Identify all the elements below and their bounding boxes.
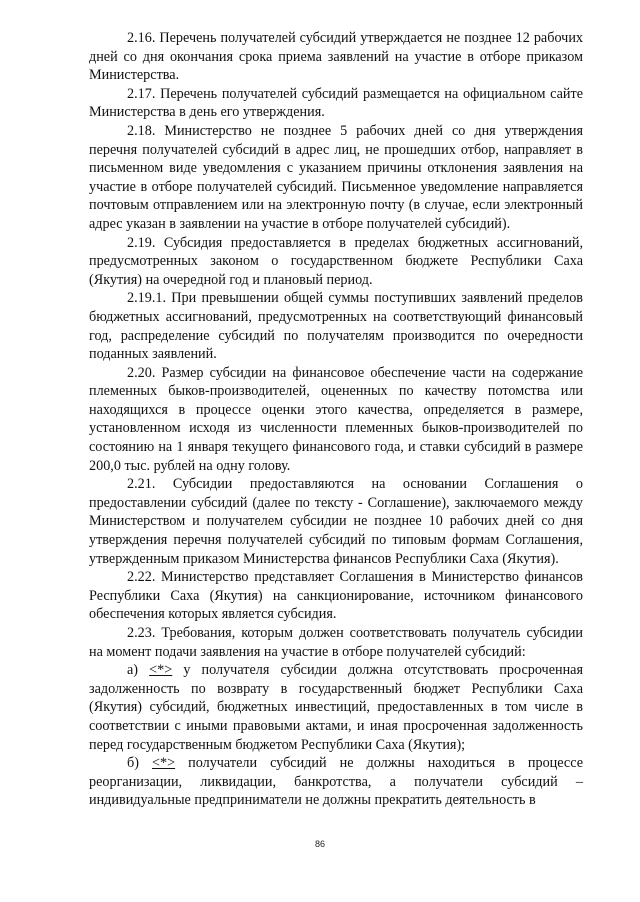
footnote-link[interactable]: <*> — [151, 755, 176, 772]
paragraph-2-16 — [89, 29, 583, 85]
paragraph-text: 2.23. Требования, которым должен соответствовать получатель субсидии на момент подачи заявления на участие в отборе получателей субсидий: — [89, 625, 583, 660]
paragraph-2-18 — [89, 122, 583, 234]
paragraph-text: 2.17. Перечень получателей субсидий размещается на официальном сайте Министерства в день его утверждения. — [89, 85, 583, 121]
footnote-link[interactable]: <*> — [149, 662, 173, 679]
paragraph-2-17 — [89, 85, 583, 122]
item-prefix: б) — [127, 755, 152, 772]
paragraph-2-20 — [89, 364, 583, 476]
paragraph-2-23 — [89, 624, 583, 661]
paragraph-2-21 — [89, 475, 583, 568]
paragraph-item-b — [89, 754, 583, 810]
paragraph-text: 2.22. Министерство представляет Соглашения в Министерство финансов Республики Саха (Якутия) на санкционирование, источником финансового обеспечения которых является субсидия. — [89, 569, 583, 623]
paragraph-text: 2.19.1. При превышении общей суммы поступивших заявлений пределов бюджетных ассигнований, предусмотренных на соответствующий финансовый год, распределение субсидий по получателям производится по очередности поданных заявлений. — [89, 290, 583, 363]
paragraph-text: 2.20. Размер субсидии на финансовое обеспечение части на содержание племенных быков-производителей, оцененных по качеству потомства или находящихся в процессе оценки этого качества, определяется в размере, установленном исходя из численности племенных быков-производителей по состоянию на 1 января текущего финансового года, и ставки субсидий в размере 200,0 тыс. рублей на одну голову. — [89, 364, 583, 474]
paragraph-text: 2.16. Перечень получателей субсидий утверждается не позднее 12 рабочих дней со дня окончания срока приема заявлений на участие в отборе приказом Министерства. — [89, 30, 583, 84]
paragraph-2-19-1 — [89, 289, 583, 363]
paragraph-text: 2.18. Министерство не позднее 5 рабочих дней со дня утверждения перечня получателей субсидий в адрес лиц, не прошедших отбор, направляет в письменном виде уведомления с указанием причины отклонения заявления на участие в отборе получателей субсидий. Письменное уведомление направляется почтовым отправлением или на электронную почту (в случае, если электронный адрес указан в заявлении на участие в отборе получателей субсидий). — [89, 122, 583, 232]
page-number: 86 — [314, 839, 325, 849]
paragraph-text: 2.19. Субсидия предоставляется в пределах бюджетных ассигнований, предусмотренных законом о государственном бюджете Республики Саха (Якутия) на очередной год и плановый период. — [89, 234, 583, 288]
paragraph-text: получатели субсидий не должны находиться в процессе реорганизации, ликвидации, банкротства, а получатели субсидий – индивидуальные предприниматели не должны прекратить деятельность в — [89, 755, 583, 809]
paragraph-text: 2.21. Субсидии предоставляются на основании Соглашения о предоставлении субсидий (далее по тексту - Соглашение), заключаемого между Министерством и получателем субсидии не позднее 10 рабочих дней со дня утверждения перечня получателей субсидий по типовым формам Соглашения, утвержденным приказом Министерства финансов Республики Саха (Якутия). — [89, 476, 583, 567]
paragraph-2-22 — [89, 568, 583, 624]
item-prefix: а) — [127, 662, 150, 679]
document-body — [89, 29, 583, 810]
paragraph-item-a — [89, 661, 583, 754]
paragraph-2-19 — [89, 234, 583, 290]
paragraph-text: у получателя субсидии должна отсутствовать просроченная задолженность по возврату в государственный бюджет Республики Саха (Якутия) субсидий, бюджетных инвестиций, предоставленных в том числе в соответствии с иными правовыми актами, и иная просроченная задолженность перед государственным бюджетом Республики Саха (Якутия); — [89, 662, 583, 753]
